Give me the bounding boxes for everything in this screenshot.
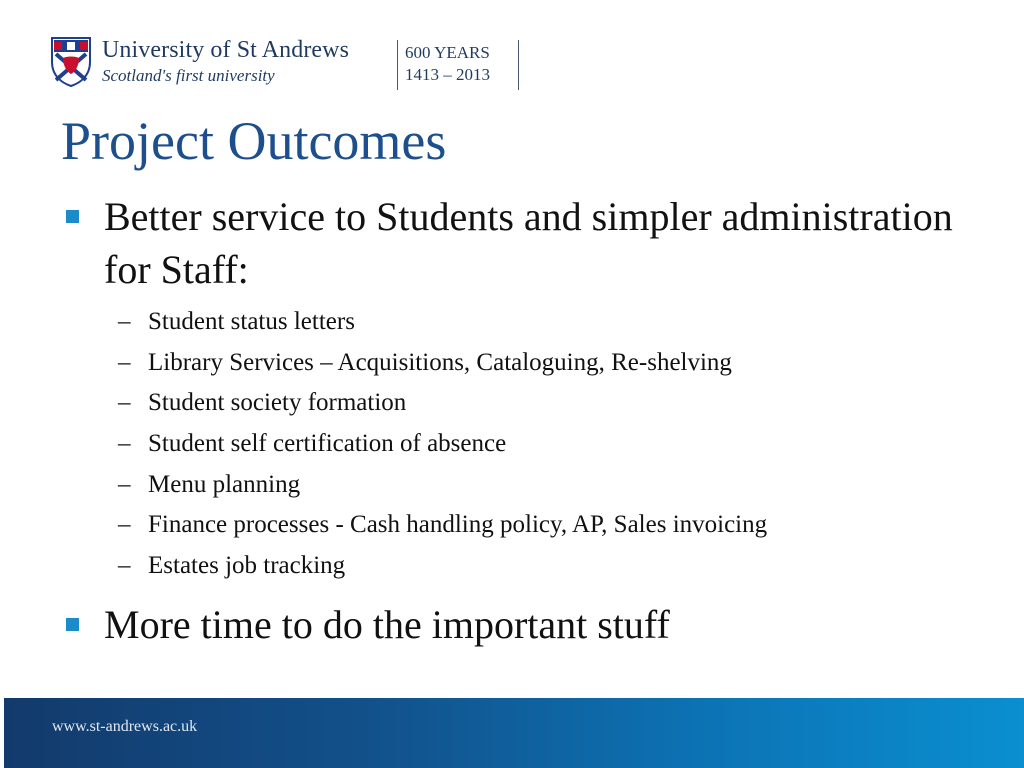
anniversary-years-label: 600 YEARS <box>405 43 490 62</box>
sub-bullet-item <box>118 302 978 343</box>
dash-marker: – <box>118 430 131 458</box>
sub-bullet-item <box>118 465 978 506</box>
dash-marker: – <box>118 348 131 376</box>
sub-bullet-item <box>118 383 978 424</box>
slide-footer-band <box>4 698 1024 768</box>
sub-bullet-text: Student status letters <box>148 308 355 335</box>
sub-bullet-text: Library Services – Acquisitions, Cataloguing, Re-shelving <box>148 348 732 376</box>
sub-bullet-list <box>118 302 978 587</box>
anniversary-badge <box>397 40 519 90</box>
square-bullet-icon <box>66 210 79 223</box>
sub-bullet-text: Menu planning <box>148 470 301 498</box>
footer-url[interactable]: www.st-andrews.ac.uk <box>52 718 198 735</box>
dash-marker: – <box>118 470 131 498</box>
slide-header <box>50 36 530 92</box>
square-bullet-icon <box>66 618 79 631</box>
sub-bullet-item <box>118 343 978 384</box>
sub-bullet-text: Finance processes - Cash handling policy, AP, Sales invoicing <box>148 511 768 539</box>
anniversary-date-range: 1413 – 2013 <box>405 65 490 84</box>
university-name: University of St Andrews <box>102 37 350 63</box>
dash-marker: – <box>118 511 131 539</box>
university-crest-icon <box>50 36 92 88</box>
university-tagline: Scotland's first university <box>102 66 275 85</box>
slide-title: Project Outcomes <box>61 111 447 171</box>
bullet-text: More time to do the important stuff <box>104 602 670 647</box>
sub-bullet-item <box>118 424 978 465</box>
sub-bullet-item <box>118 505 978 546</box>
sub-bullet-text: Student society formation <box>148 389 407 417</box>
sub-bullet-text: Student self certification of absence <box>148 430 507 458</box>
bullet-text: Better service to Students and simpler administration for Staff: <box>104 194 953 292</box>
dash-marker: – <box>118 552 131 580</box>
dash-marker: – <box>118 389 131 417</box>
sub-bullet-text: Estates job tracking <box>148 552 346 580</box>
sub-bullet-item <box>118 546 978 587</box>
dash-marker: – <box>118 308 131 335</box>
